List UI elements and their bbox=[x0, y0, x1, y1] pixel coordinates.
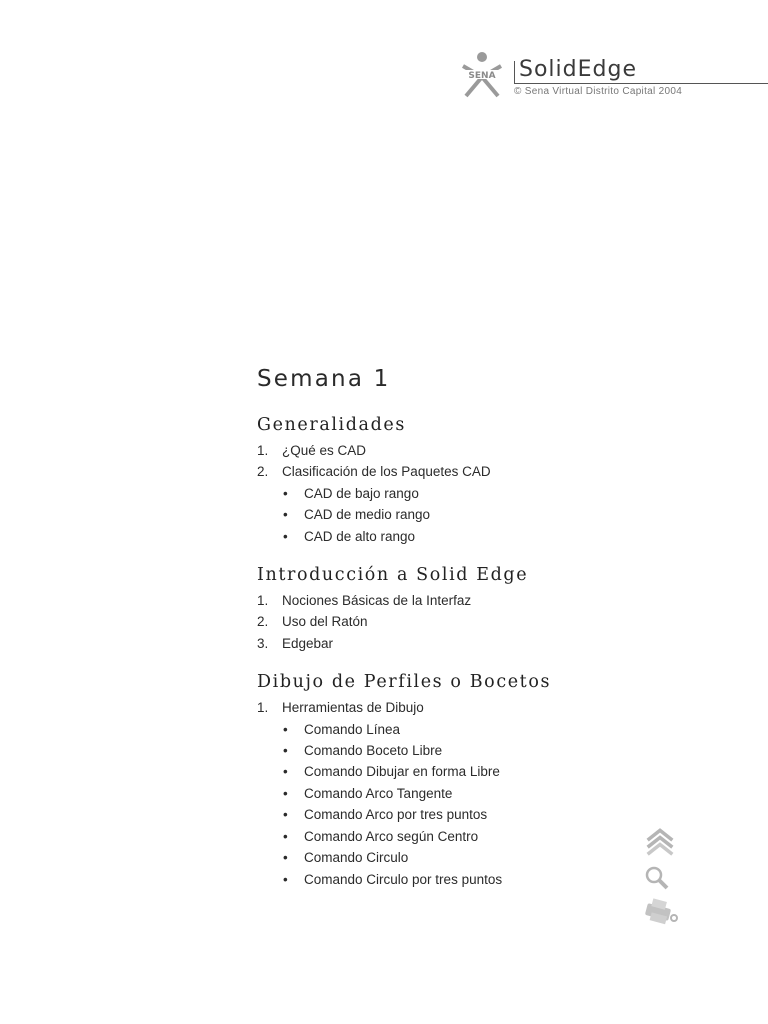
bullet: • bbox=[283, 743, 288, 759]
bullet: • bbox=[283, 871, 288, 887]
page-header bbox=[0, 0, 768, 110]
sub-item-label: Comando Dibujar en forma Libre bbox=[304, 764, 500, 780]
sub-list-item bbox=[257, 504, 617, 525]
list-item bbox=[257, 440, 617, 461]
item-label: Clasificación de los Paquetes CAD bbox=[282, 464, 491, 480]
sub-list-item bbox=[257, 826, 617, 847]
week-title: Semana 1 bbox=[257, 366, 391, 392]
bullet: • bbox=[283, 485, 288, 501]
sub-item-label: Comando Línea bbox=[304, 721, 401, 737]
item-number: 1. bbox=[257, 443, 269, 458]
sub-list-item bbox=[257, 869, 617, 890]
section-title: Generalidades bbox=[257, 415, 406, 435]
item-number: 1. bbox=[257, 593, 269, 609]
list-item bbox=[257, 611, 617, 632]
item-label: Uso del Ratón bbox=[282, 614, 368, 630]
sub-item-label: CAD de medio rango bbox=[304, 507, 431, 523]
list-item bbox=[257, 633, 617, 654]
item-number: 2. bbox=[257, 464, 269, 480]
sub-item-label: Comando Circulo por tres puntos bbox=[304, 871, 503, 887]
sub-item-label: Comando Boceto Libre bbox=[304, 743, 443, 759]
bullet: • bbox=[283, 507, 288, 523]
page-nav bbox=[638, 826, 682, 926]
sub-item-label: Comando Arco por tres puntos bbox=[304, 807, 488, 823]
sub-list-item bbox=[257, 761, 617, 782]
section-list bbox=[257, 590, 617, 654]
section-list bbox=[257, 697, 617, 890]
brand-subtitle: © Sena Virtual Distrito Capital 2004 bbox=[514, 86, 683, 97]
sub-list-item bbox=[257, 783, 617, 804]
zoom-icon[interactable] bbox=[638, 864, 682, 894]
list-item bbox=[257, 590, 617, 611]
list-item bbox=[257, 461, 617, 482]
item-label: Nociones Básicas de la Interfaz bbox=[282, 593, 472, 609]
course-outline bbox=[257, 366, 617, 908]
section-generalidades bbox=[257, 415, 617, 547]
bullet: • bbox=[283, 785, 288, 801]
sub-item-label: CAD de bajo rango bbox=[304, 485, 419, 501]
section-introduccion bbox=[257, 565, 617, 654]
sub-list-item bbox=[257, 847, 617, 868]
item-label: Herramientas de Dibujo bbox=[282, 700, 424, 716]
item-label: Edgebar bbox=[282, 635, 334, 651]
item-number: 1. bbox=[257, 700, 269, 716]
section-title: Dibujo de Perfiles o Bocetos bbox=[257, 672, 552, 693]
sub-item-label: Comando Circulo bbox=[304, 850, 409, 866]
brand-divider-vertical bbox=[514, 61, 515, 84]
section-dibujo-perfiles bbox=[257, 672, 617, 890]
sub-item-label: Comando Arco según Centro bbox=[304, 828, 479, 844]
bullet: • bbox=[283, 828, 288, 844]
scroll-up-icon[interactable] bbox=[638, 826, 682, 856]
bullet: • bbox=[283, 850, 288, 866]
sub-list-item bbox=[257, 719, 617, 740]
sub-list-item bbox=[257, 804, 617, 825]
list-item bbox=[257, 697, 617, 718]
print-icon[interactable] bbox=[638, 896, 682, 926]
item-number: 2. bbox=[257, 614, 269, 630]
section-list bbox=[257, 440, 617, 547]
bullet: • bbox=[283, 807, 288, 823]
item-label: ¿Qué es CAD bbox=[282, 443, 367, 458]
sub-list-item bbox=[257, 740, 617, 761]
section-title: Introducción a Solid Edge bbox=[257, 565, 529, 586]
brand-divider-horizontal bbox=[514, 83, 768, 84]
bullet: • bbox=[283, 721, 288, 737]
sub-list-item bbox=[257, 483, 617, 504]
sub-list-item bbox=[257, 526, 617, 547]
sub-item-label: Comando Arco Tangente bbox=[304, 785, 453, 801]
bullet: • bbox=[283, 764, 288, 780]
item-number: 3. bbox=[257, 635, 269, 651]
logo-text: SENA bbox=[468, 71, 496, 81]
brand-title: SolidEdge bbox=[519, 57, 637, 82]
bullet: • bbox=[283, 528, 288, 544]
sena-logo bbox=[456, 50, 508, 100]
sub-item-label: CAD de alto rango bbox=[304, 528, 416, 544]
